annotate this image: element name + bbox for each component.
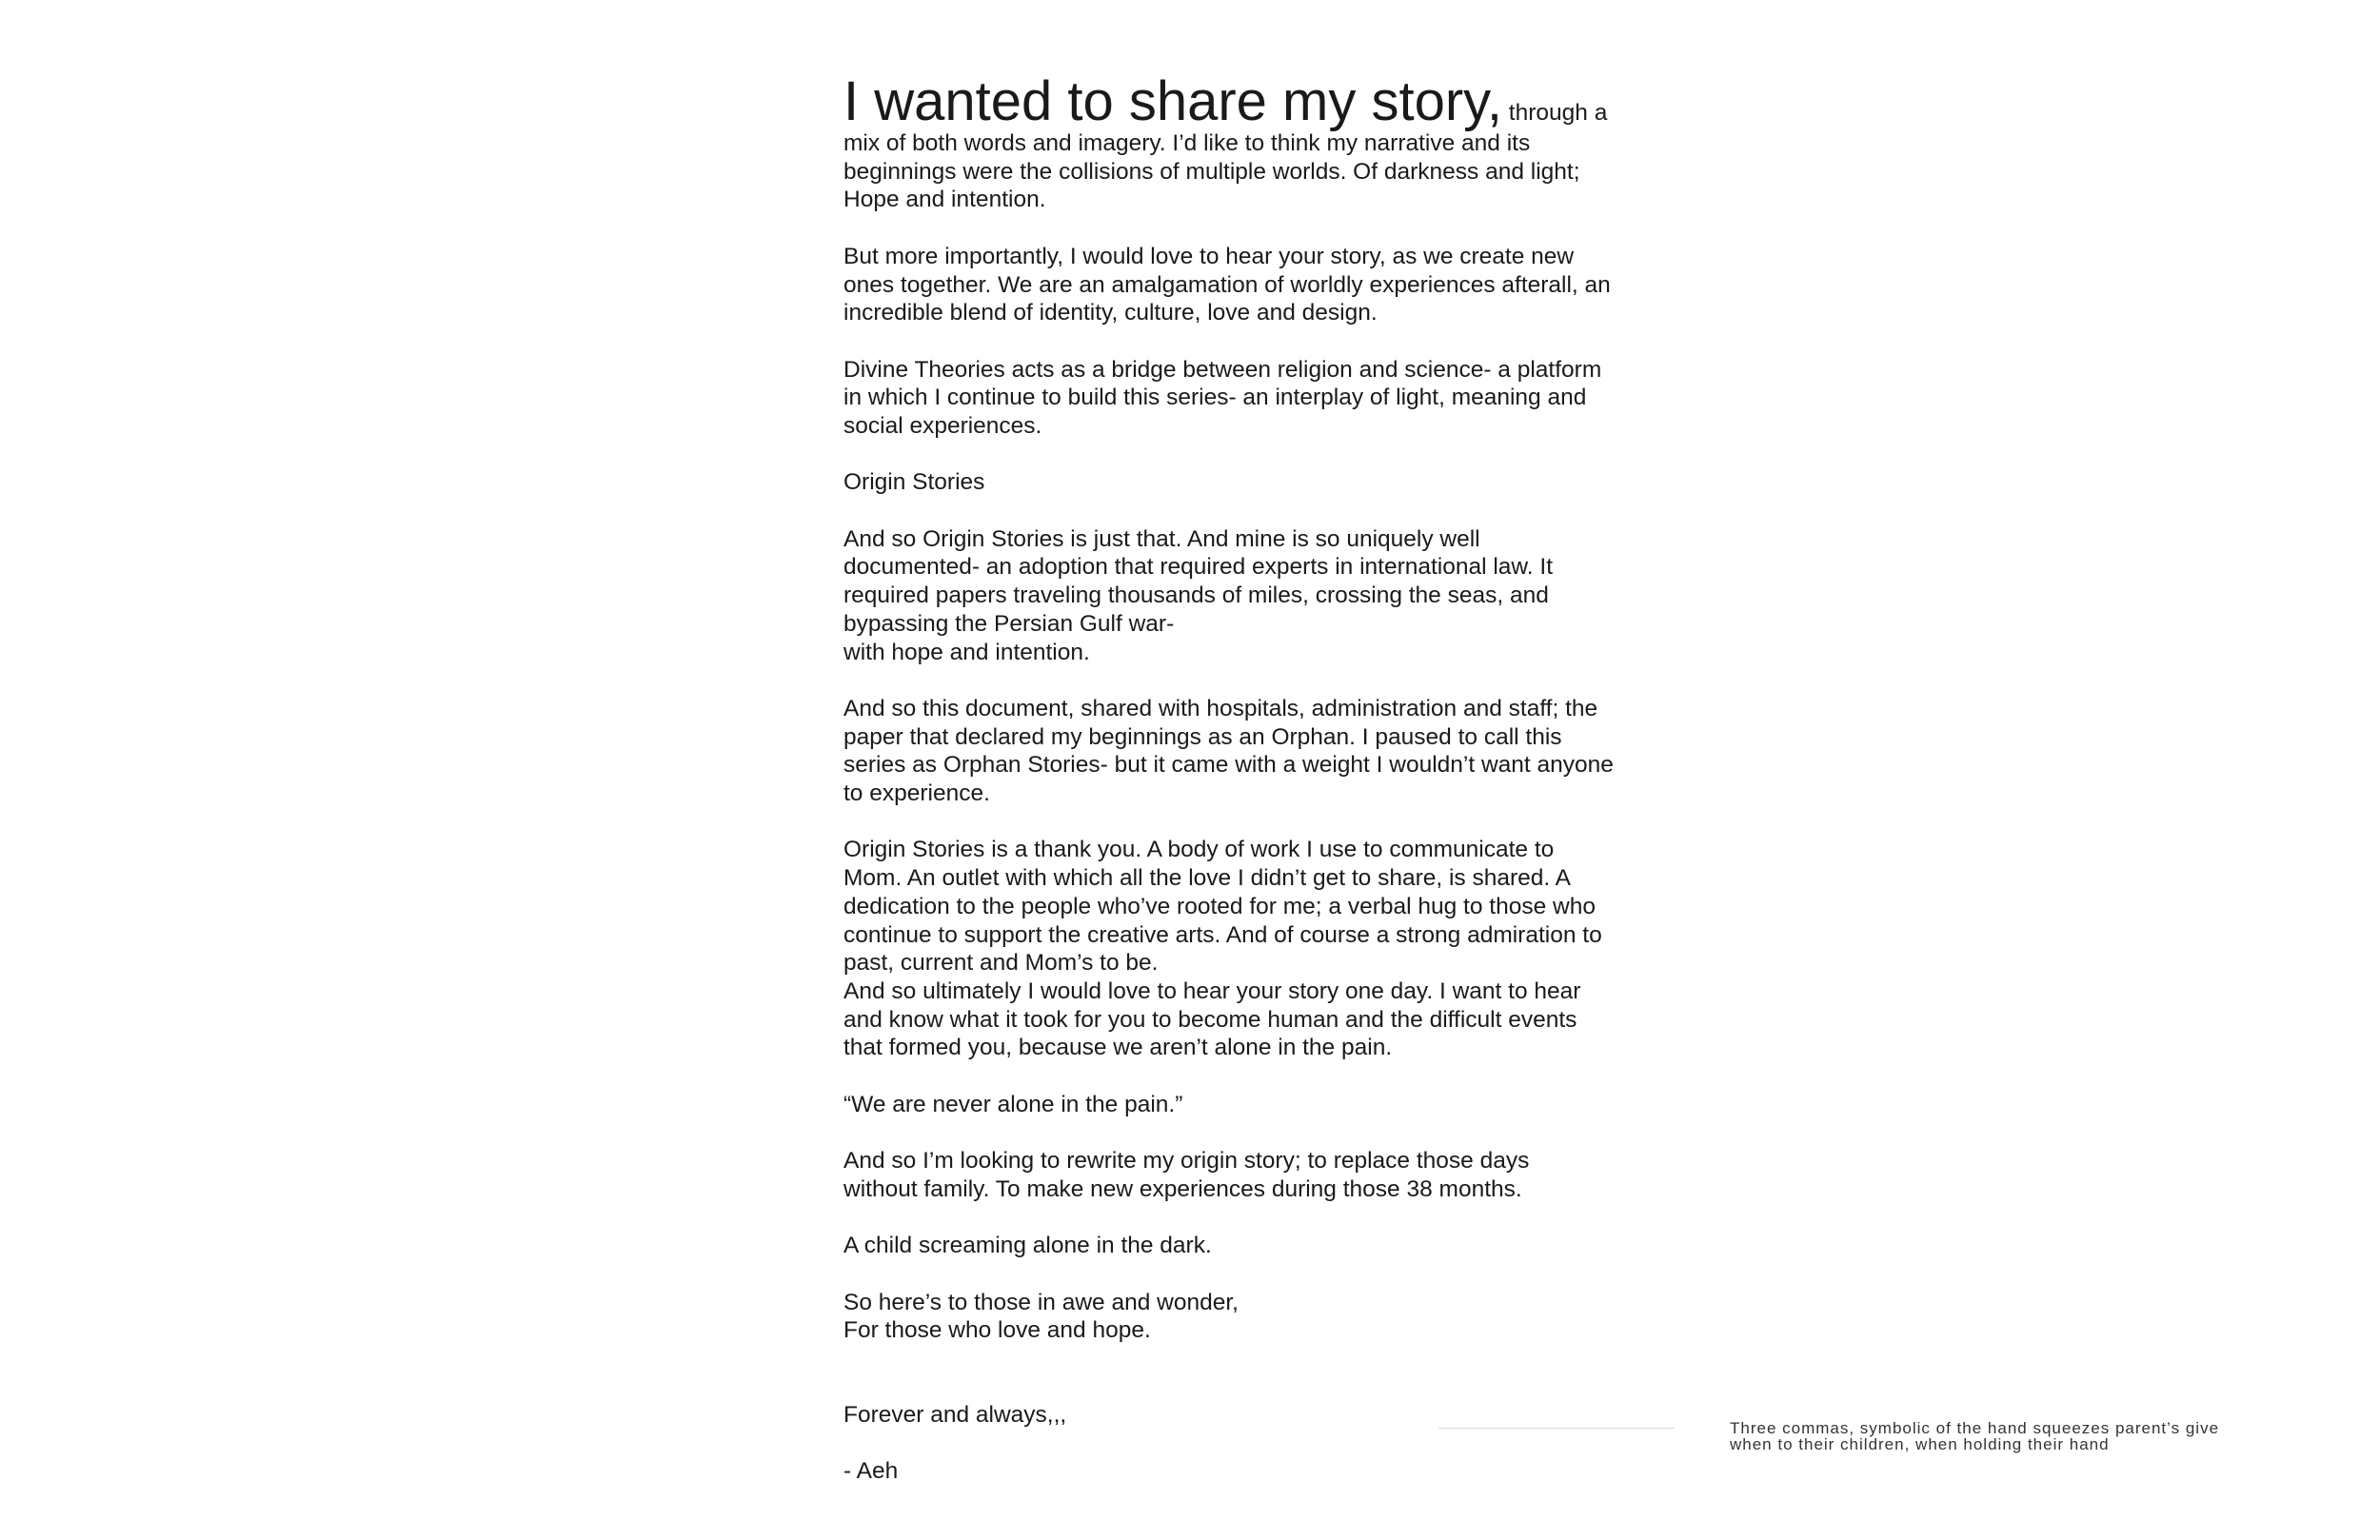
paragraph-line: in which I continue to build this series- an interplay of light, meaning and (843, 385, 1587, 411)
paragraph-divine-theories (843, 356, 1653, 441)
quote-never-alone (843, 1091, 1653, 1119)
paragraph-document (843, 695, 1653, 808)
paragraph-line: past, current and Mom’s to be. (843, 950, 1159, 977)
paragraph-line: And so Origin Stories is just that. And mine is so uniquely well (843, 525, 1480, 552)
footnote-divider (1438, 1428, 1675, 1429)
intro-line: Hope and intention. (843, 187, 1046, 213)
paragraph-line: bypassing the Persian Gulf war- (843, 610, 1175, 637)
paragraph-line: A child screaming alone in the dark. (843, 1233, 1212, 1259)
intro-paragraph (843, 70, 1653, 214)
footnote (1730, 1420, 2320, 1452)
paragraph-hear-your-story (843, 243, 1653, 327)
signature-text: - Aeh (843, 1458, 899, 1485)
paragraph-line: And so ultimately I would love to hear your story one day. I want to hear (843, 978, 1581, 1004)
paragraph-line: dedication to the people who’ve rooted for me; a verbal hug to those who (843, 893, 1596, 919)
paragraph-child-screaming (843, 1232, 1653, 1260)
paragraph-line: with hope and intention. (843, 639, 1090, 665)
paragraph-line: But more importantly, I would love to hear your story, as we create new (843, 243, 1575, 269)
footnote-line: Three commas, symbolic of the hand squeezes parent’s give (1730, 1419, 2220, 1437)
paragraph-line: paper that declared my beginnings as an Orphan. I paused to call this (843, 723, 1562, 750)
paragraph-line: social experiences. (843, 413, 1042, 439)
paragraph-line: and know what it took for you to become human and the difficult events (843, 1006, 1577, 1033)
signoff (843, 1401, 1653, 1430)
paragraph-line: to experience. (843, 780, 990, 807)
article-body (843, 70, 1653, 1486)
paragraph-line: Origin Stories (843, 469, 985, 496)
paragraph-line: And so I’m looking to rewrite my origin story; to replace those days (843, 1148, 1530, 1175)
paragraph-line: For those who love and hope. (843, 1317, 1151, 1344)
section-heading-origin-stories (843, 468, 1653, 497)
paragraph-line: required papers traveling thousands of miles, crossing the seas, and (843, 582, 1549, 609)
headline-lead: through a (1508, 100, 1608, 126)
paragraph-line: Origin Stories is a thank you. A body of work I use to communicate to (843, 837, 1555, 863)
paragraph-line: ones together. We are an amalgamation of worldly experiences afterall, an (843, 271, 1611, 298)
intro-line: mix of both words and imagery. I’d like to think my narrative and its (843, 130, 1531, 156)
paragraph-line: And so this document, shared with hospitals, administration and staff; the (843, 695, 1598, 721)
footnote-line: when to their children, when holding their hand (1730, 1435, 2110, 1453)
paragraph-line: documented- an adoption that required experts in international law. It (843, 554, 1554, 581)
headline: I wanted to share my story, (843, 70, 1502, 132)
paragraph-line: without family. To make new experiences during those 38 months. (843, 1175, 1522, 1202)
signoff-text: Forever and always,,, (843, 1402, 1067, 1429)
paragraph-line: “We are never alone in the pain.” (843, 1091, 1183, 1117)
paragraph-line: incredible blend of identity, culture, love and design. (843, 300, 1378, 326)
paragraph-rewrite (843, 1147, 1653, 1203)
paragraph-awe-wonder (843, 1289, 1653, 1345)
paragraph-line: series as Orphan Stories- but it came with a weight I wouldn’t want anyone (843, 752, 1614, 779)
paragraph-line: continue to support the creative arts. And of course a strong admiration to (843, 921, 1602, 948)
spacer (843, 1345, 1653, 1401)
paragraph-line: that formed you, because we aren’t alone in the pain. (843, 1035, 1393, 1061)
intro-line: beginnings were the collisions of multiple worlds. Of darkness and light; (843, 158, 1580, 185)
signature (843, 1457, 1653, 1486)
paragraph-thank-you (843, 836, 1653, 1062)
paragraph-line: Divine Theories acts as a bridge between religion and science- a platform (843, 356, 1602, 383)
paragraph-line: Mom. An outlet with which all the love I didn’t get to share, is shared. A (843, 865, 1571, 892)
paragraph-line: So here’s to those in awe and wonder, (843, 1289, 1239, 1315)
paragraph-adoption (843, 525, 1653, 667)
